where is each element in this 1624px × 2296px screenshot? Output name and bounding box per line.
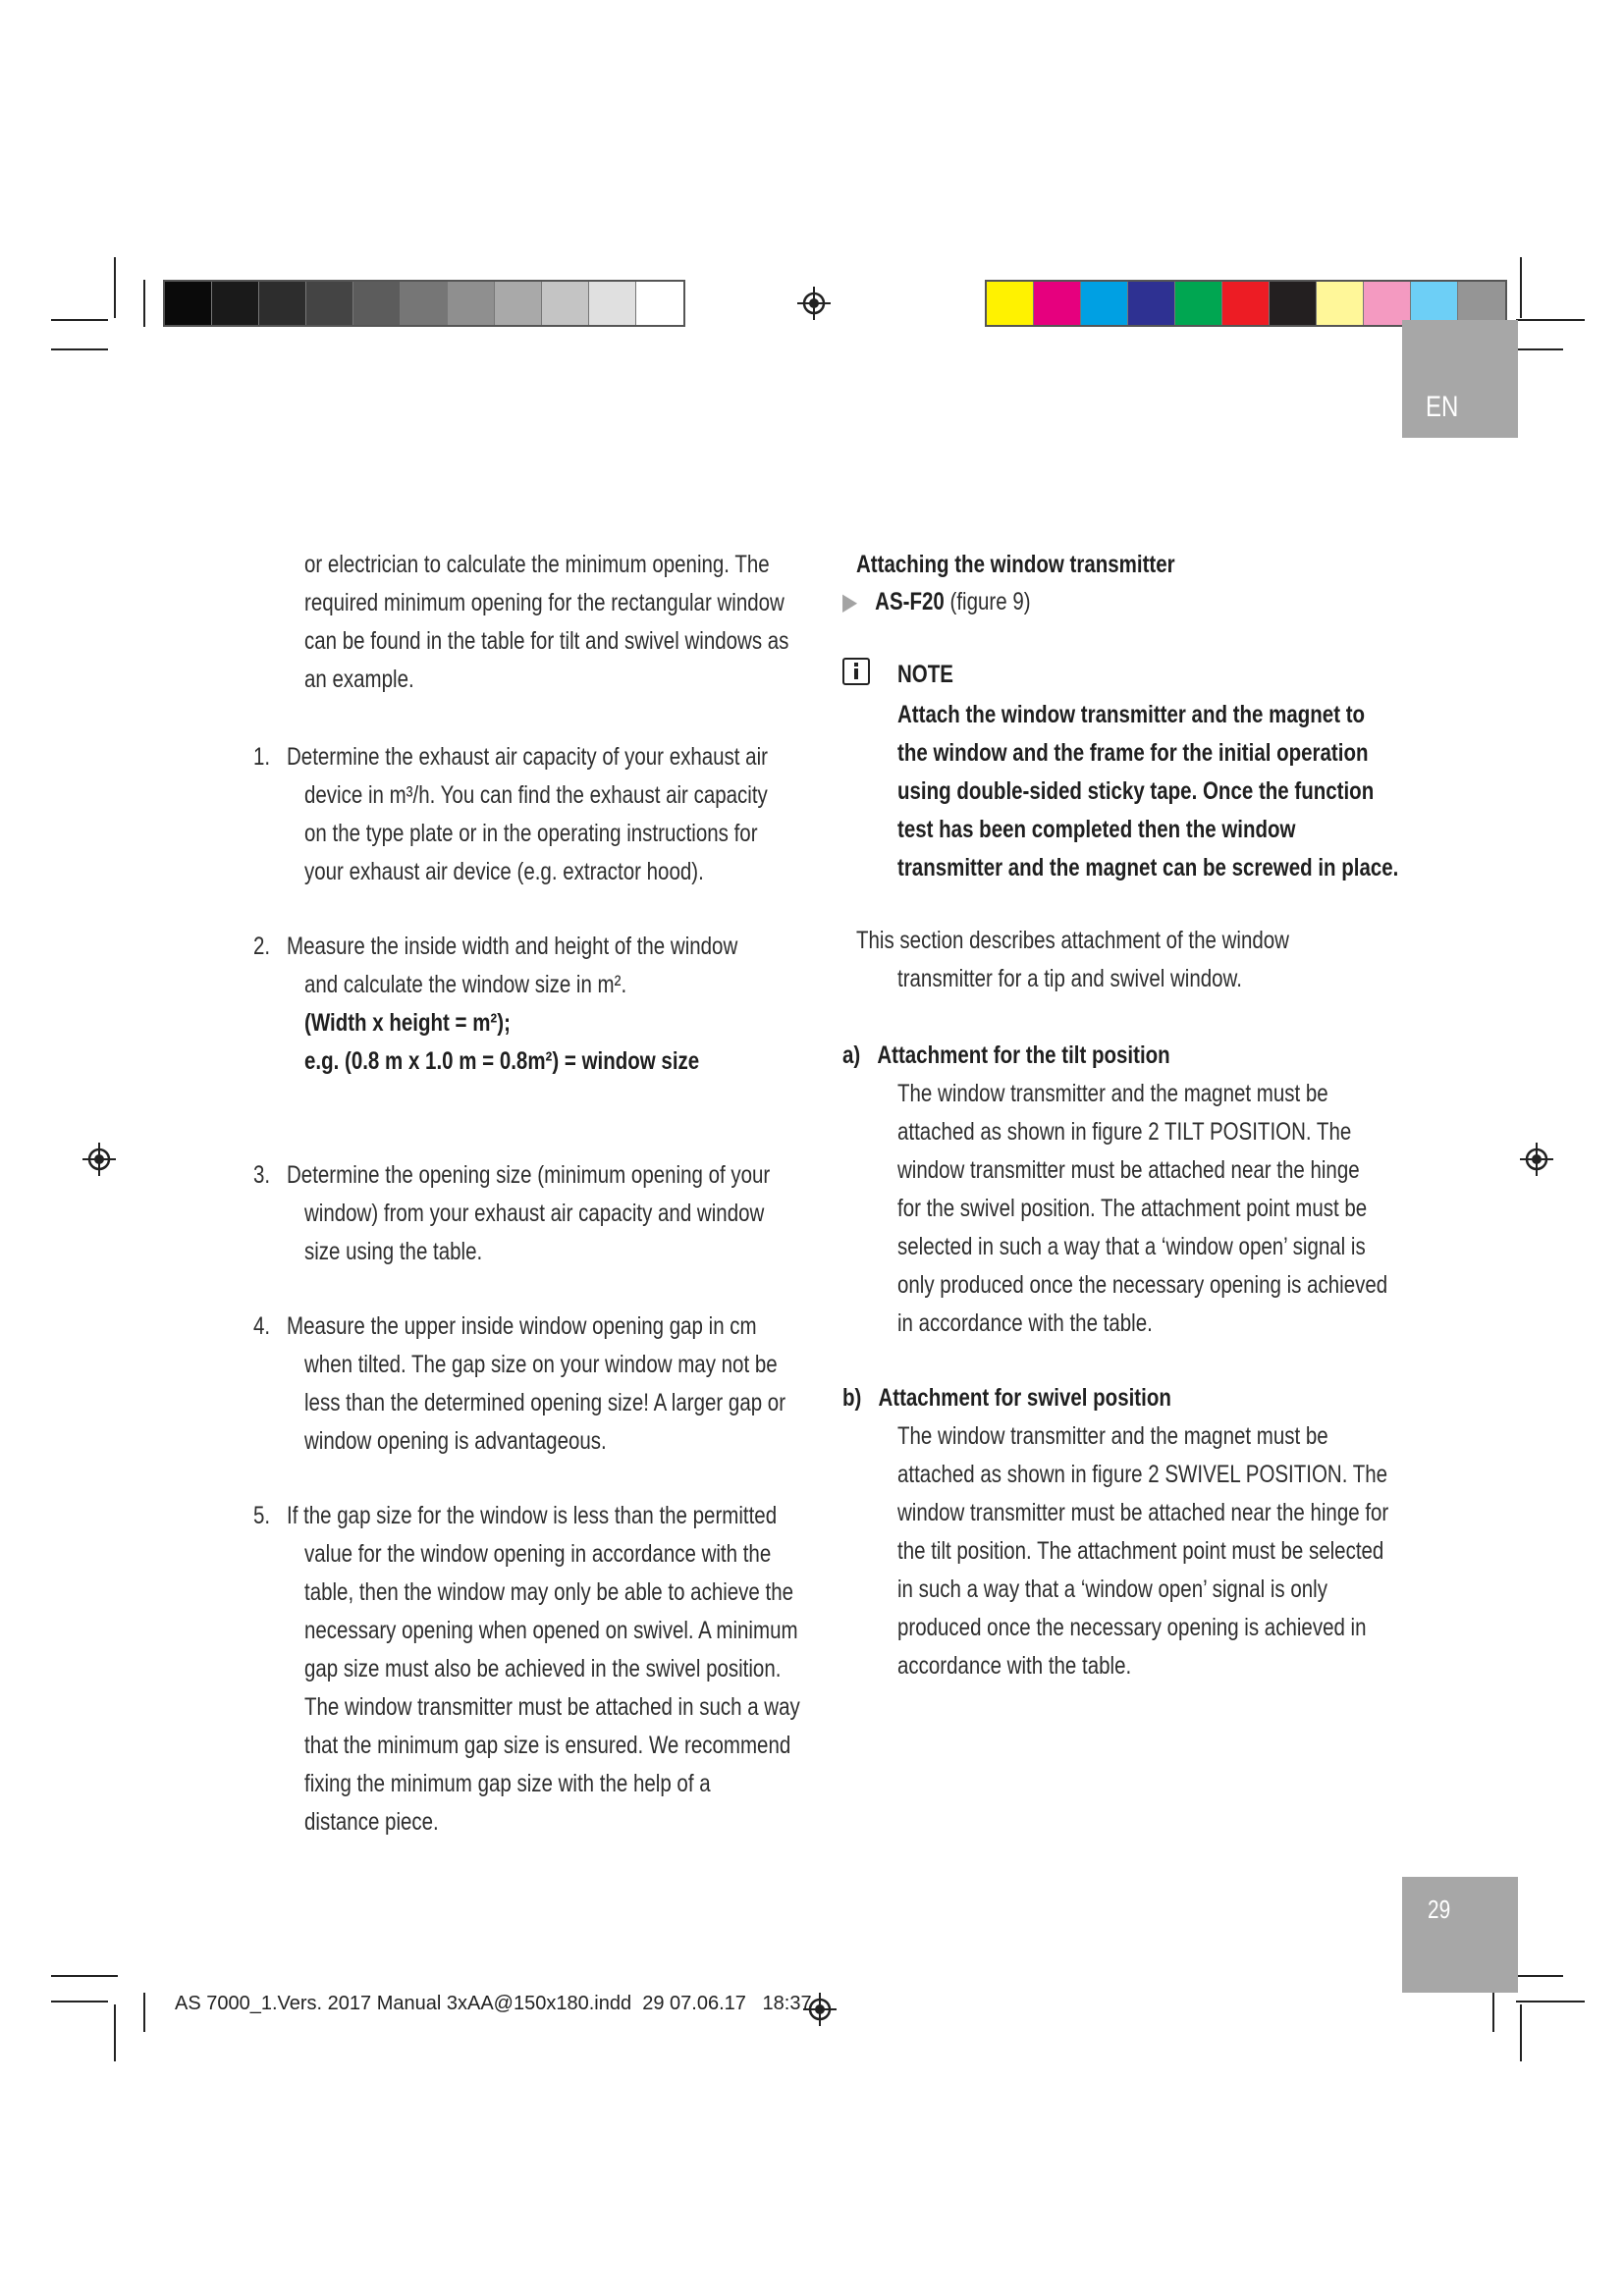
text-line: test has been completed then the window [897, 816, 1296, 843]
step-text-line: fixing the minimum gap size with the help of a [304, 1770, 711, 1797]
item-b-title: Attachment for swivel position [878, 1384, 1171, 1412]
item-a-title: Attachment for the tilt position [877, 1041, 1170, 1069]
text-line: window transmitter must be attached near the hinge [897, 1156, 1360, 1184]
section-heading: Attaching the window transmitter [856, 551, 1175, 578]
color-patch [987, 282, 1034, 325]
crop-mark [114, 2004, 116, 2061]
slug-time: 18:37 [762, 1993, 812, 2014]
registration-mark-icon [82, 1143, 116, 1176]
color-patch [1128, 282, 1175, 325]
step-number: 5. [253, 1502, 271, 1529]
slug-file: AS 7000_1.Vers. 2017 Manual 3xAA@150x180.indd [175, 1993, 632, 2014]
crop-mark [1520, 257, 1522, 318]
step-formula-line: (Width x height = m²); [304, 1009, 511, 1037]
crop-mark [51, 348, 108, 350]
color-patch [1081, 282, 1128, 325]
note-text [897, 696, 1508, 887]
color-patch [1270, 282, 1317, 325]
color-patch [636, 282, 683, 325]
text-line: or electrician to calculate the minimum opening. The [304, 551, 770, 578]
color-patch [353, 282, 401, 325]
step-text-line: Determine the opening size (minimum opening of your [287, 1161, 771, 1189]
text-line: for the swivel position. The attachment point must be [897, 1195, 1368, 1222]
page-number-tab [1402, 1877, 1518, 1993]
step-text-line: gap size must also be achieved in the swivel position. [304, 1655, 782, 1682]
color-patch [448, 282, 495, 325]
color-patch [1034, 282, 1081, 325]
step-number: 1. [253, 743, 271, 771]
text-line: The window transmitter and the magnet must be [897, 1080, 1328, 1107]
step-item [253, 738, 874, 891]
crop-mark [1516, 2001, 1585, 2002]
item-a-label: a) [842, 1041, 861, 1069]
text-line: The window transmitter and the magnet must be [897, 1422, 1328, 1450]
text-line: required minimum opening for the rectangular window [304, 589, 785, 616]
step-text-line: window) from your exhaust air capacity and window [304, 1200, 765, 1227]
text-line: This section describes attachment of the window [856, 927, 1289, 954]
step-text-line: necessary opening when opened on swivel. A minimum [304, 1617, 798, 1644]
crop-mark [1516, 348, 1563, 350]
color-patch [212, 282, 259, 325]
language-label: EN [1426, 391, 1459, 423]
item-a-text [897, 1075, 1495, 1343]
crop-mark [114, 257, 116, 318]
text-line: using double-sided sticky tape. Once the function [897, 777, 1375, 805]
step-text-line: value for the window opening in accordance with the [304, 1540, 772, 1568]
text-line: transmitter and the magnet can be screwed in place. [897, 854, 1399, 881]
step-text-line: that the minimum gap size is ensured. We recommend [304, 1732, 791, 1759]
step-text-line: when tilted. The gap size on your window may not be [304, 1351, 778, 1378]
step-text-line: your exhaust air device (e.g. extractor hood). [304, 858, 704, 885]
info-icon [842, 658, 870, 685]
grayscale-calibration-bar [163, 280, 685, 327]
step-text-line: less than the determined opening size! A larger gap or [304, 1389, 786, 1416]
text-line: transmitter for a tip and swivel window. [897, 965, 1242, 992]
item-b-text [897, 1417, 1496, 1685]
model-name: AS-F20 [875, 588, 945, 615]
step-text-line: The window transmitter must be attached in such a way [304, 1693, 800, 1721]
step-text-line: and calculate the window size in m². [304, 971, 627, 998]
item-b-label: b) [842, 1384, 862, 1412]
text-line: selected in such a way that a ‘window open’ signal is [897, 1233, 1366, 1260]
step-item [253, 1497, 909, 1842]
triangle-bullet-icon: ▶ [842, 589, 858, 615]
text-line: attached as shown in figure 2 TILT POSITION. The [897, 1118, 1352, 1146]
crop-mark [1516, 319, 1585, 321]
text-line: only produced once the necessary opening is achieved [897, 1271, 1388, 1299]
intro-paragraph [304, 546, 895, 699]
step-text-line: If the gap size for the window is less than the permitted [287, 1502, 778, 1529]
step-text-line: Measure the upper inside window opening gap in cm [287, 1312, 757, 1340]
crop-mark [1516, 1975, 1563, 1977]
step-text-line: distance piece. [304, 1808, 439, 1836]
page-number: 29 [1428, 1895, 1451, 1924]
color-patch [401, 282, 448, 325]
crop-mark [1492, 1993, 1494, 2032]
color-patch [306, 282, 353, 325]
crop-mark [51, 319, 108, 321]
slug-page: 29 [642, 1993, 665, 2014]
step-text-line: device in m³/h. You can find the exhaust air capacity [304, 781, 768, 809]
color-patch [1222, 282, 1270, 325]
note-title: NOTE [897, 661, 953, 688]
text-line: produced once the necessary opening is achieved in [897, 1614, 1367, 1641]
step-text-line: Determine the exhaust air capacity of your exhaust air [287, 743, 768, 771]
text-line: attached as shown in figure 2 SWIVEL POSITION. The [897, 1461, 1388, 1488]
step-number: 2. [253, 933, 271, 960]
color-patch [495, 282, 542, 325]
text-line: the tilt position. The attachment point must be selected [897, 1537, 1384, 1565]
text-line: accordance with the table. [897, 1652, 1132, 1680]
text-line: in accordance with the table. [897, 1309, 1153, 1337]
crop-mark [143, 1993, 145, 2032]
registration-mark-icon [1520, 1143, 1553, 1176]
text-line: the window and the frame for the initial operation [897, 739, 1369, 767]
step-item [253, 1308, 892, 1461]
print-slug [175, 1993, 812, 2015]
step-text-line: size using the table. [304, 1238, 483, 1265]
text-line: Attach the window transmitter and the magnet to [897, 701, 1366, 728]
text-line: in such a way that a ‘window open’ signal is only [897, 1575, 1327, 1603]
step-text-line: window opening is advantageous. [304, 1427, 607, 1455]
color-patch [589, 282, 636, 325]
color-patch [1175, 282, 1222, 325]
color-patch [1364, 282, 1411, 325]
color-patch [1317, 282, 1364, 325]
step-number: 4. [253, 1312, 271, 1340]
section-description [856, 922, 1384, 998]
language-tab [1402, 320, 1518, 438]
step-text-line: table, then the window may only be able to achieve the [304, 1578, 794, 1606]
step-text-line: on the type plate or in the operating instructions for [304, 820, 758, 847]
step-number: 3. [253, 1161, 271, 1189]
crop-mark [143, 280, 145, 327]
color-patch [1458, 282, 1505, 325]
color-patch [1411, 282, 1458, 325]
crop-mark [51, 1975, 118, 1977]
step-item [253, 928, 837, 1081]
color-patch [259, 282, 306, 325]
crop-mark [1520, 2004, 1522, 2061]
crop-mark [51, 2001, 108, 2002]
step-formula-line: e.g. (0.8 m x 1.0 m = 0.8m²) = window size [304, 1047, 700, 1075]
registration-mark-icon [797, 287, 831, 320]
model-figure-ref: (figure 9) [949, 588, 1031, 615]
text-line: can be found in the table for tilt and swivel windows as [304, 627, 789, 655]
color-patch [542, 282, 589, 325]
text-line: an example. [304, 666, 414, 693]
text-line: window transmitter must be attached near the hinge for [897, 1499, 1389, 1526]
step-text-line: Measure the inside width and height of the window [287, 933, 738, 960]
step-item [253, 1156, 876, 1271]
color-patch [165, 282, 212, 325]
slug-date: 07.06.17 [670, 1993, 746, 2014]
